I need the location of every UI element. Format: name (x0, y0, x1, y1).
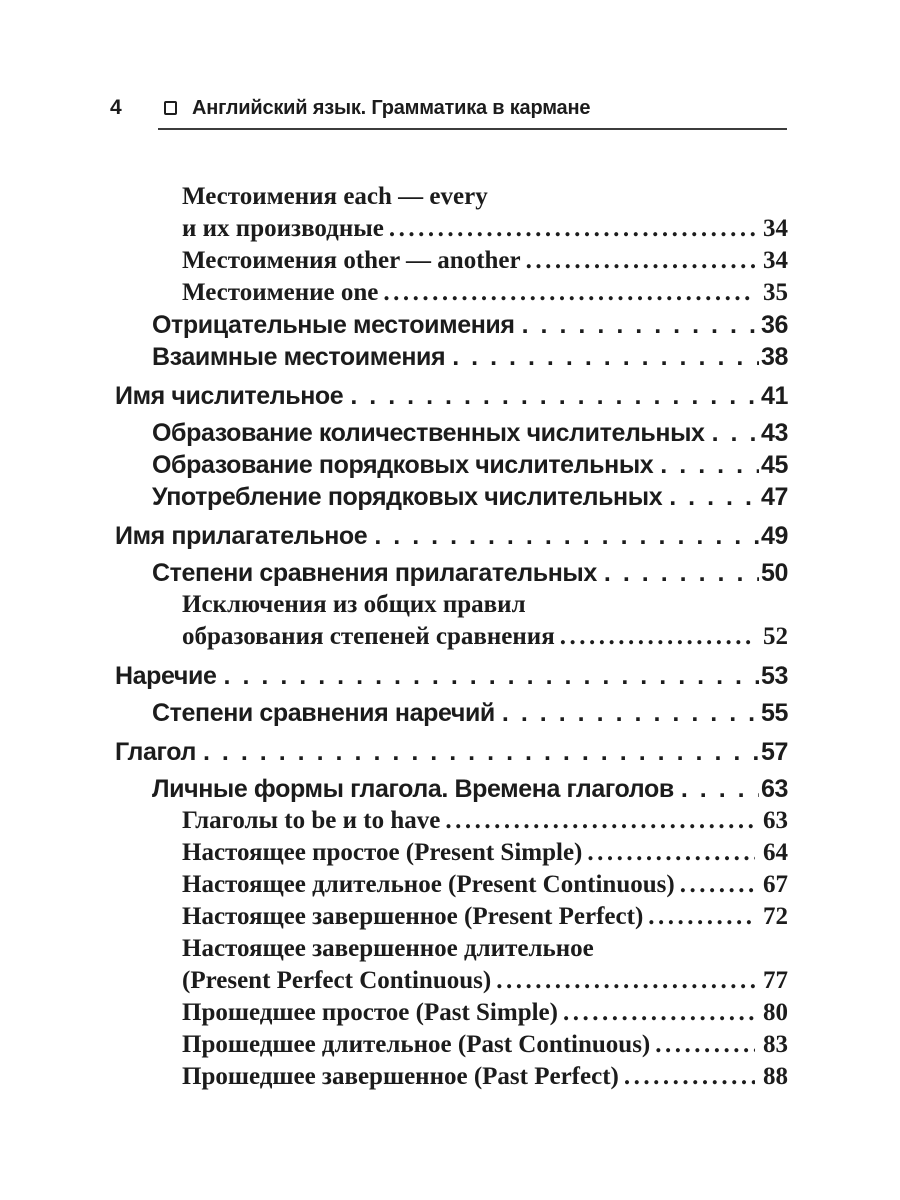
dot-leader (705, 417, 759, 449)
toc-entry (182, 805, 788, 837)
toc-entry (182, 965, 788, 997)
toc-entry-page: 34 (763, 247, 788, 274)
toc-entry-page: 47 (760, 483, 788, 511)
toc-entry-text: Степени сравнения наречий (152, 699, 495, 727)
toc-entry (182, 277, 788, 309)
toc-entry (182, 901, 788, 933)
toc-entry-page: 38 (760, 343, 788, 371)
toc-entry (182, 621, 788, 653)
dot-leader (653, 449, 759, 481)
dot-leader (378, 277, 755, 309)
dot-leader (582, 837, 755, 869)
square-bullet-icon (164, 101, 177, 115)
toc-entry-page: 49 (760, 522, 788, 550)
toc-entry-page: 83 (763, 1031, 788, 1058)
toc-entry-text: и их производные (182, 215, 384, 242)
toc-entry-text: Имя числительное (115, 382, 344, 410)
toc-entry (115, 660, 788, 692)
toc-entry-text: Местоимение one (182, 279, 379, 306)
dot-leader (674, 773, 759, 805)
toc-entry (182, 869, 788, 901)
book-title: Английский язык. Грамматика в кармане (192, 97, 591, 119)
page-number: 4 (110, 96, 122, 119)
dot-leader (555, 621, 755, 653)
dot-leader (491, 965, 755, 997)
toc-entry (182, 997, 788, 1029)
toc-entry-page: 88 (763, 1063, 788, 1090)
toc-entry-text: Личные формы глагола. Времена глаголов (152, 775, 674, 803)
toc-entry (152, 697, 788, 729)
toc-entry-page: 72 (763, 903, 788, 930)
dot-leader (521, 245, 755, 277)
toc-entry-page: 35 (763, 279, 788, 306)
dot-leader (675, 869, 755, 901)
toc-entry-page: 50 (760, 559, 788, 587)
toc-entry-page: 77 (763, 967, 788, 994)
toc-entry-page: 63 (760, 775, 788, 803)
toc-entry (115, 380, 788, 412)
toc-entry-text: Имя прилагательное (115, 522, 368, 550)
toc-entry-text: Употребление порядковых числительных (152, 483, 663, 511)
toc-entry (152, 449, 788, 481)
toc-entry-page: 34 (763, 215, 788, 242)
toc-entry (182, 837, 788, 869)
toc-entry-page: 36 (760, 311, 788, 339)
dot-leader (440, 805, 755, 837)
dot-leader (384, 213, 755, 245)
toc-entry-text: Образование порядковых числительных (152, 451, 654, 479)
toc-entry-text: (Present Perfect Continuous) (182, 967, 492, 994)
toc-entry-text: Взаимные местоимения (152, 343, 446, 371)
toc-entry (182, 589, 788, 621)
dot-leader (650, 1029, 755, 1061)
toc-entry-page: 57 (760, 738, 788, 766)
toc-entry-text: Отрицательные местоимения (152, 311, 515, 339)
toc-entry-page: 67 (763, 871, 788, 898)
toc-entry-page: 41 (760, 382, 788, 410)
dot-leader (619, 1061, 755, 1093)
toc-entry (152, 481, 788, 513)
toc-entry (152, 557, 788, 589)
dot-leader (558, 997, 755, 1029)
dot-leader (343, 380, 759, 412)
toc-entry-text: Степени сравнения прилагательных (152, 559, 597, 587)
toc-entry-page: 53 (760, 662, 788, 690)
table-of-contents (115, 181, 788, 1093)
toc-entry (182, 933, 788, 965)
dot-leader (445, 341, 759, 373)
toc-entry-text: Наречие (115, 662, 217, 690)
toc-entry (182, 213, 788, 245)
toc-entry-page: 52 (763, 623, 788, 650)
toc-entry-text: Местоимения other — another (182, 247, 521, 274)
dot-leader (515, 309, 759, 341)
toc-entry (152, 773, 788, 805)
toc-entry-text: образования степеней сравнения (182, 623, 555, 650)
toc-entry (182, 1029, 788, 1061)
toc-entry-page: 45 (760, 451, 788, 479)
toc-entry-page: 64 (763, 839, 788, 866)
toc-entry (182, 245, 788, 277)
toc-entry-text: Исключения из общих правил (182, 591, 526, 618)
header-title-block (158, 96, 787, 130)
dot-leader (196, 736, 759, 768)
toc-entry (182, 1061, 788, 1093)
toc-entry (115, 736, 788, 768)
toc-entry-text: Прошедшее длительное (Past Continuous) (182, 1031, 651, 1058)
toc-entry-text: Глаголы to be и to have (182, 807, 441, 834)
toc-entry-page: 43 (760, 419, 788, 447)
toc-entry (152, 341, 788, 373)
toc-entry-page: 55 (760, 699, 788, 727)
toc-entry-text: Местоимения each — every (182, 183, 488, 210)
toc-entry-text: Образование количественных числительных (152, 419, 705, 447)
toc-entry-text: Настоящее завершенное длительное (182, 935, 594, 962)
toc-entry-text: Прошедшее завершенное (Past Perfect) (182, 1063, 619, 1090)
toc-entry (152, 309, 788, 341)
toc-entry-text: Настоящее длительное (Present Continuous) (182, 871, 675, 898)
toc-entry (115, 520, 788, 552)
toc-entry-text: Настоящее простое (Present Simple) (182, 839, 583, 866)
toc-entry-page: 63 (763, 807, 788, 834)
toc-entry-text: Прошедшее простое (Past Simple) (182, 999, 558, 1026)
page-header (110, 96, 787, 130)
dot-leader (597, 557, 759, 589)
dot-leader (495, 697, 759, 729)
toc-entry-text: Глагол (115, 738, 196, 766)
dot-leader (662, 481, 759, 513)
toc-entry-page: 80 (763, 999, 788, 1026)
toc-entry (182, 181, 788, 213)
toc-entry (152, 417, 788, 449)
toc-entry-text: Настоящее завершенное (Present Perfect) (182, 903, 644, 930)
dot-leader (217, 660, 759, 692)
dot-leader (643, 901, 755, 933)
dot-leader (367, 520, 759, 552)
